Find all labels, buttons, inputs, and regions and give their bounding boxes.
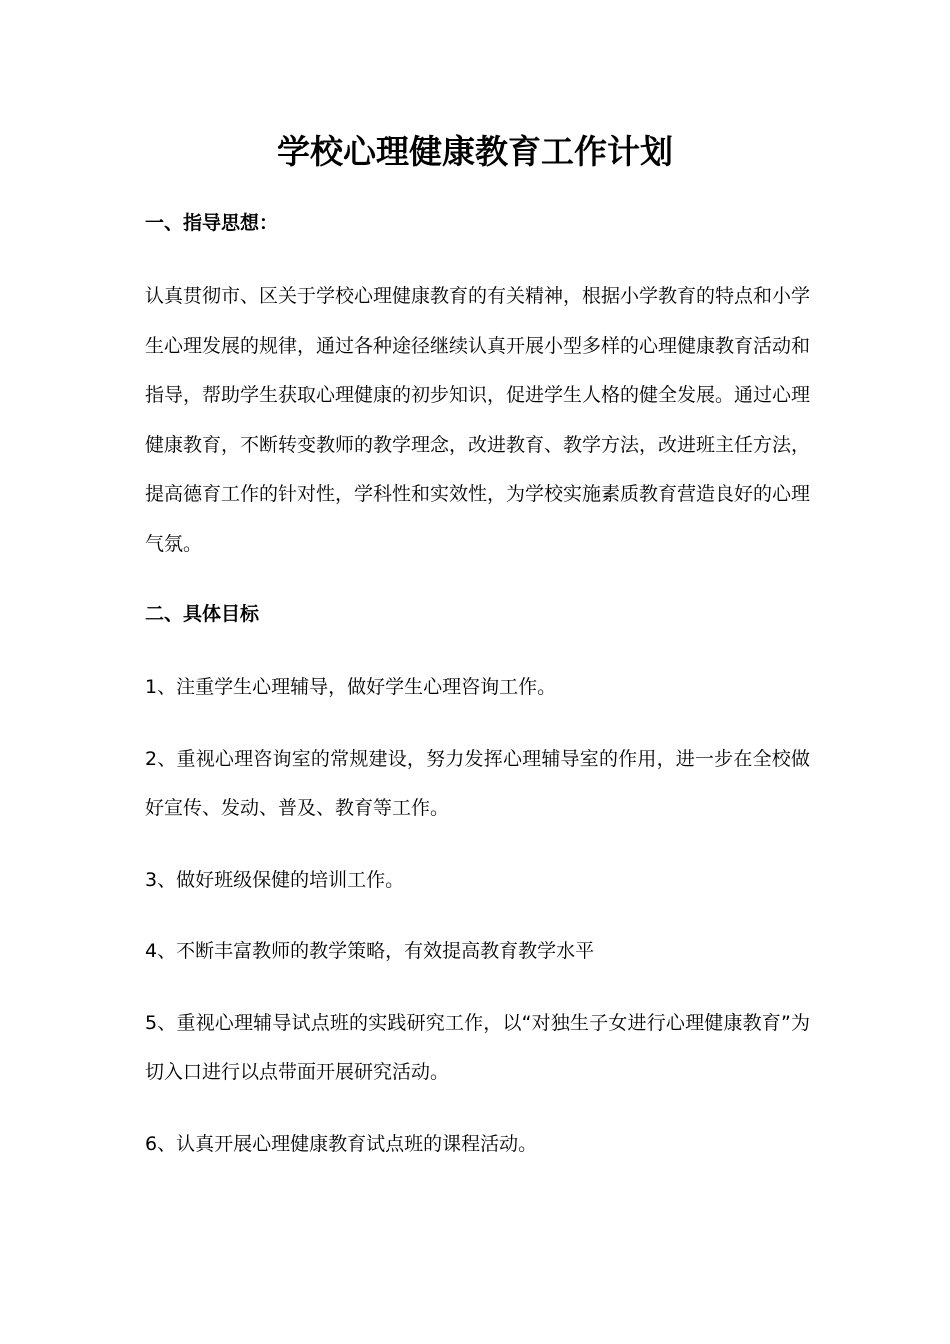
goal-item-6: 6、认真开展心理健康教育试点班的课程活动。 [145,1132,538,1155]
goal-item-3: 3、做好班级保健的培训工作。 [145,868,405,891]
goal-item-2: 2、重视心理咨询室的常规建设，努力发挥心理辅导室的作用，进一步在全校做好宣传、发动、普及、教育等工作。 [145,747,810,819]
guiding-ideology-paragraph: 认真贯彻市、区关于学校心理健康教育的有关精神，根据小学教育的特点和小学生心理发展的规律，通过各种途径继续认真开展小型多样的心理健康教育活动和指导，帮助学生获取心理健康的初步知识，促进学生人格的健全发展。通过心理健康教育，不断转变教师的教学理念，改进教育、教学方法，改进班主任方法，提高德育工作的针对性，学科性和实效性，为学校实施素质教育营造良好的心理气氛。 [145,285,811,555]
section-heading-guiding-ideology: 一、指导思想： [145,212,279,234]
document-body [145,200,810,1191]
goal-item-4: 4、不断丰富教师的教学策略，有效提高教育教学水平 [145,940,595,962]
goal-item-5: 5、重视心理辅导试点班的实践研究工作，以“对独生子女进行心理健康教育”为切入口进行以点带面开展研究活动。 [145,1011,810,1083]
document-title: 学校心理健康教育工作计划 [277,132,673,171]
section-heading-specific-goals: 二、具体目标 [145,603,260,625]
goal-item-1: 1、注重学生心理辅导，做好学生心理咨询工作。 [145,676,557,698]
